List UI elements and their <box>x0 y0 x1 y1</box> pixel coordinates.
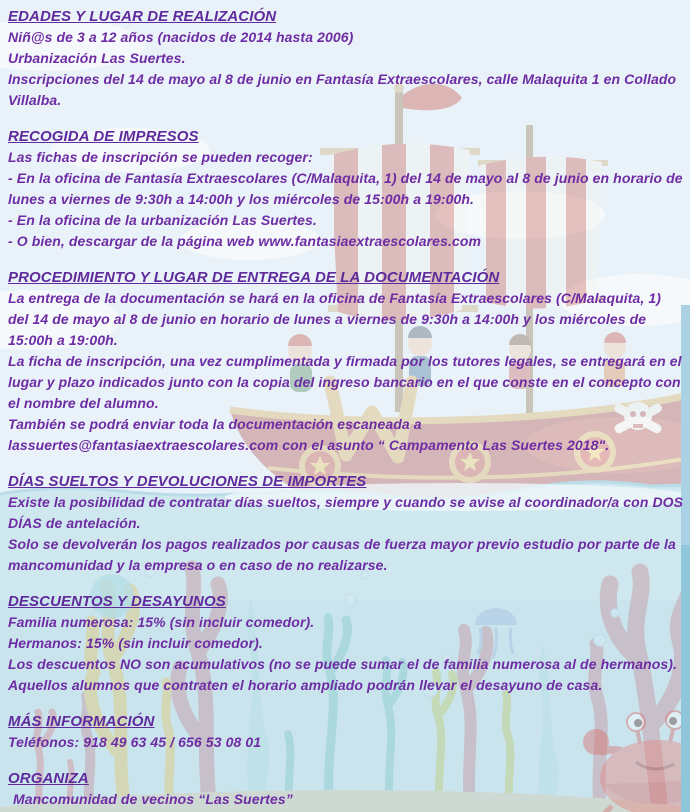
section-paragraph: Teléfonos: 918 49 63 45 / 656 53 08 01 <box>8 734 262 750</box>
section-heading: MÁS INFORMACIÓN <box>8 713 155 730</box>
section-paragraph: Familia numerosa: 15% (sin incluir comedor). <box>8 614 315 630</box>
section-paragraph: Inscripciones del 14 de mayo al 8 de junio en Fantasía Extraescolares, calle Malaquita 1 en Collado Villalba. <box>8 71 677 108</box>
section-heading: RECOGIDA DE IMPRESOS <box>8 128 199 145</box>
section-paragraph: La entrega de la documentación se hará en la oficina de Fantasía Extraescolares (C/Malaquita, 1) del 14 de mayo al 8 de junio en horario de lunes a viernes de 9:30h a 14:00h y los miércoles de 15:00h a 19:00h. <box>8 290 662 348</box>
section-paragraph: Mancomunidad de vecinos “Las Suertes” <box>13 791 293 807</box>
section-paragraph: Solo se devolverán los pagos realizados por causas de fuerza mayor previo estudio por parte de la mancomunidad y la empresa o en caso de no realizarse. <box>8 536 676 573</box>
section-paragraph: La ficha de inscripción, una vez cumplimentada y firmada por los tutores legales, se entregará en el lugar y plazo indicados junto con la copia del ingreso bancario en el que conste en el concepto con el nombre del alumno. <box>8 353 682 411</box>
section-paragraph: También se podrá enviar toda la documentación escaneada a lassuertes@fantasiaextraescolares.com con el asunto “ Campamento Las Suertes 2018". <box>8 416 610 453</box>
section-dias-sueltos-devoluciones <box>8 471 684 576</box>
section-paragraph: Las fichas de inscripción se pueden recoger: <box>8 149 313 165</box>
section-procedimiento-entrega <box>8 267 684 456</box>
section-recogida-de-impresos <box>8 126 684 252</box>
section-paragraph: Urbanización Las Suertes. <box>8 50 186 66</box>
section-descuentos-desayunos <box>8 591 684 696</box>
section-paragraph: Niñ@s de 3 a 12 años (nacidos de 2014 hasta 2006) <box>8 29 354 45</box>
section-organiza <box>8 768 684 810</box>
section-heading: ORGANIZA <box>8 770 89 787</box>
section-paragraph: Hermanos: 15% (sin incluir comedor). <box>8 635 263 651</box>
section-paragraph: - En la oficina de la urbanización Las Suertes. <box>8 212 317 228</box>
section-heading: DESCUENTOS Y DESAYUNOS <box>8 593 226 610</box>
section-mas-informacion <box>8 711 684 753</box>
section-paragraph: - O bien, descargar de la página web www.fantasiaextraescolares.com <box>8 233 482 249</box>
section-heading: PROCEDIMIENTO Y LUGAR DE ENTREGA DE LA DOCUMENTACIÓN <box>8 269 500 286</box>
section-heading: EDADES Y LUGAR DE REALIZACIÓN <box>8 8 277 25</box>
section-edades-y-lugar <box>8 6 684 111</box>
section-paragraph: Aquellos alumnos que contraten el horario ampliado podrán llevar el desayuno de casa. <box>8 677 603 693</box>
section-paragraph: Los descuentos NO son acumulativos (no se puede sumar el de familia numerosa al de hermanos). <box>8 656 678 672</box>
section-heading: DÍAS SUELTOS Y DEVOLUCIONES DE IMPORTES <box>8 473 367 490</box>
section-paragraph: - En la oficina de Fantasía Extraescolares (C/Malaquita, 1) del 14 de mayo al 8 de junio en horario de lunes a viernes de 9:30h a 14:00h y los miércoles de 15:00h a 19:00h. <box>8 170 683 207</box>
section-paragraph: Existe la posibilidad de contratar días sueltos, siempre y cuando se avise al coordinador/a con DOS DÍAS de antelación. <box>8 494 684 531</box>
